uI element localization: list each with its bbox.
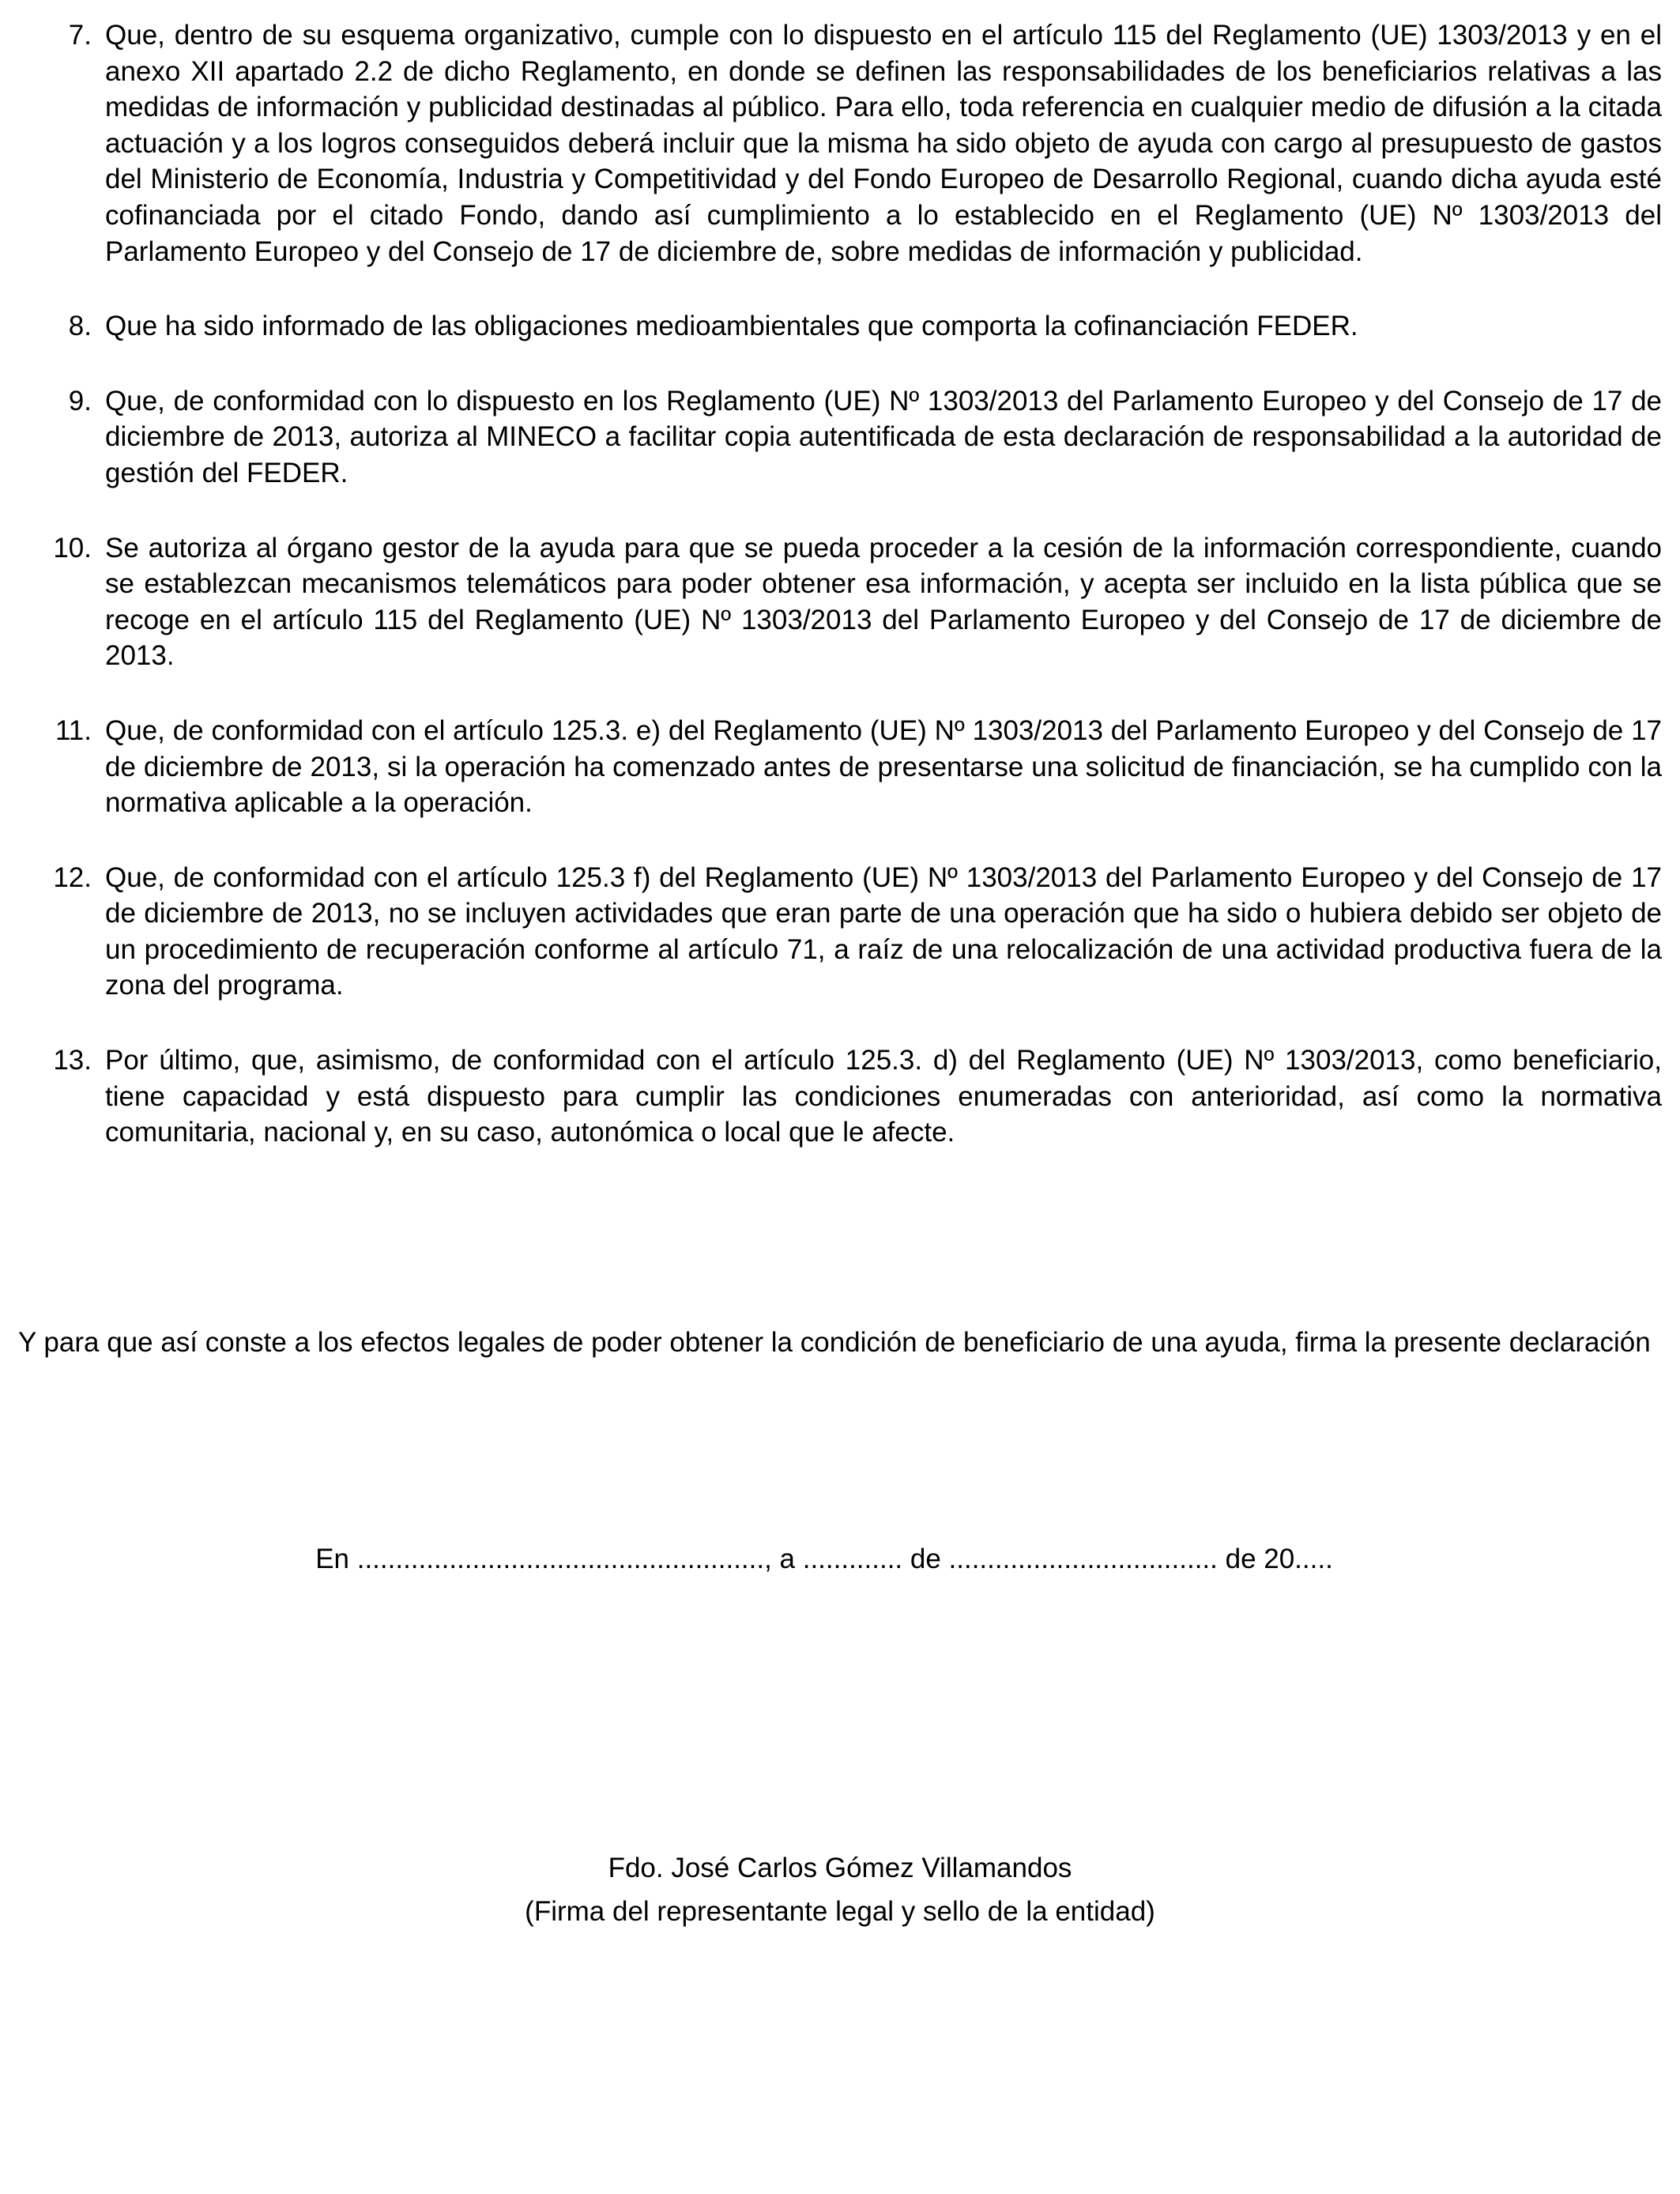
clause-text: Se autoriza al órgano gestor de la ayuda para que se pueda proceder a la cesión de la información correspondiente, cuando se establezcan mecanismos telemáticos para poder obtener esa información, y acepta ser incluido en la lista pública que se recoge en el artículo 115 del Reglamento (UE) Nº 1303/2013 del Parlamento Europeo y del Consejo de 17 de diciembre de 2013. (105, 532, 1662, 672)
clause-item (0, 713, 1680, 821)
clause-number: 11. (55, 714, 92, 746)
clause-text: Que, de conformidad con el artículo 125.3. e) del Reglamento (UE) Nº 1303/2013 del Parlamento Europeo y del Consejo de 17 de diciembre de 2013, si la operación ha comenzado antes de presentarse una solicitud de financiación, se ha cumplido con la normativa aplicable a la operación. (105, 714, 1662, 819)
clause-text: Que, de conformidad con el artículo 125.3 f) del Reglamento (UE) Nº 1303/2013 del Parlamento Europeo y del Consejo de 17 de diciembre de 2013, no se incluyen actividades que eran parte de una operación que ha sido o hubiera debido ser objeto de un procedimiento de recuperación conforme al artículo 71, a raíz de una relocalización de una actividad productiva fuera de la zona del programa. (105, 861, 1662, 1001)
clause-text: Que, de conformidad con lo dispuesto en los Reglamento (UE) Nº 1303/2013 del Parlamento Europeo y del Consejo de 17 de diciembre de 2013, autoriza al MINECO a facilitar copia autentificada de esta declaración de responsabilidad a la autoridad de gestión del FEDER. (105, 385, 1662, 488)
clause-item (0, 1042, 1680, 1151)
clause-item (0, 17, 1680, 270)
clause-text: Que ha sido informado de las obligaciones medioambientales que comporta la cofinanciación FEDER. (105, 311, 1358, 342)
clause-number: 7. (68, 20, 92, 51)
clause-text: Que, dentro de su esquema organizativo, cumple con lo dispuesto en el artículo 115 del Reglamento (UE) 1303/2013 y en el anexo XII apartado 2.2 de dicho Reglamento, en donde se definen las responsabilidades de los beneficiarios relativas a las medidas de información y publicidad destinadas al público. Para ello, toda referencia en cualquier medio de difusión a la citada actuación y a los logros conseguidos deberá incluir que la misma ha sido objeto de ayuda con cargo al presupuesto de gastos del Ministerio de Economía, Industria y Competitividad y del Fondo Europeo de Desarrollo Regional, cuando dicha ayuda esté cofinanciada por el citado Fondo, dando así cumplimiento a lo establecido en el Reglamento (UE) Nº 1303/2013 del Parlamento Europeo y del Consejo de 17 de diciembre de, sobre medidas de información y publicidad. (105, 20, 1662, 267)
clause-number: 12. (53, 861, 92, 893)
clause-item (0, 530, 1680, 674)
clause-number: 13. (53, 1045, 92, 1076)
clause-number: 10. (53, 532, 92, 564)
closing-statement: Y para que así conste a los efectos legales de poder obtener la condición de beneficiario de una ayuda, firma la presente declaración (18, 1327, 1651, 1358)
place-date-line: En ....................................................., a ............. de ................................... de 20..... (315, 1544, 1333, 1574)
signatory-name: Fdo. José Carlos Gómez Villamandos (608, 1853, 1072, 1883)
signature-caption: (Firma del representante legal y sello de la entidad) (525, 1896, 1155, 1927)
clause-text: Por último, que, asimismo, de conformidad con el artículo 125.3. d) del Reglamento (UE) Nº 1303/2013, como beneficiario, tiene capacidad y está dispuesto para cumplir las condiciones enumeradas con anterioridad, así como la normativa comunitaria, nacional y, en su caso, autonómica o local que le afecte. (105, 1045, 1662, 1148)
clause-item (0, 383, 1680, 492)
clause-item (0, 308, 1680, 345)
clause-number: 8. (68, 311, 92, 342)
clause-number: 9. (68, 385, 92, 417)
numbered-clauses (0, 17, 1680, 1189)
clause-item (0, 860, 1680, 1004)
